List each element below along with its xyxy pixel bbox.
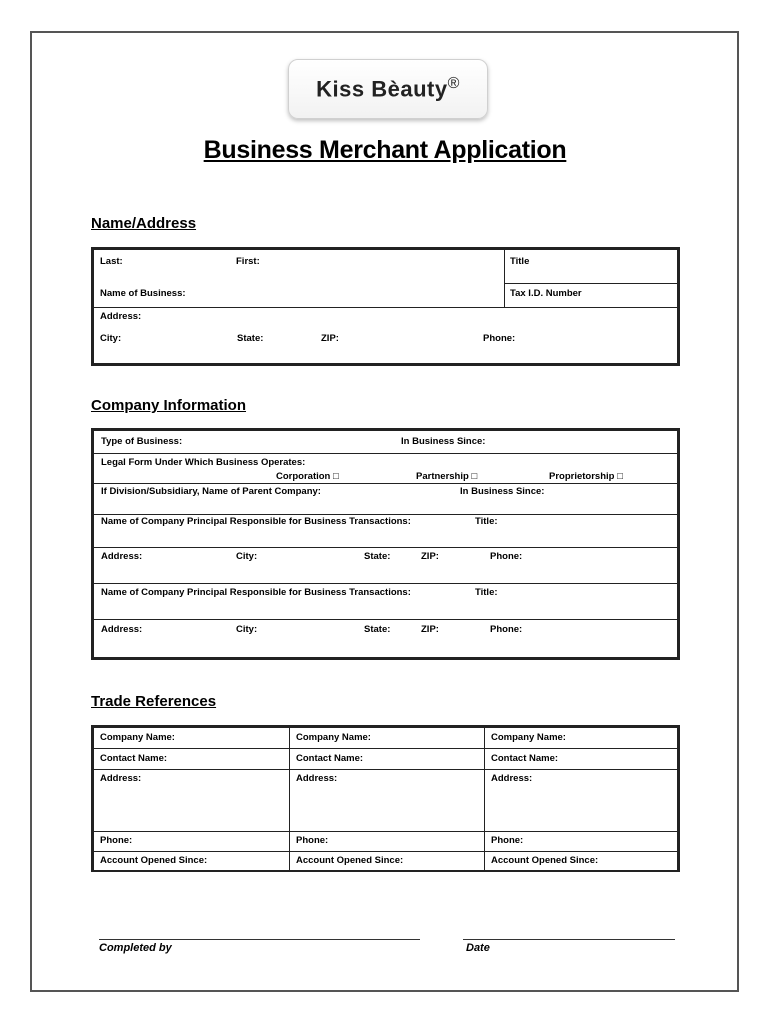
- ref-3-opened-field[interactable]: Account Opened Since:: [491, 855, 599, 866]
- ref-1-contact-field[interactable]: Contact Name:: [100, 753, 168, 764]
- in-business-since-field[interactable]: In Business Since:: [401, 436, 486, 447]
- trade-refs-heading: Trade References: [91, 693, 217, 710]
- ref-2-address-field[interactable]: Address:: [296, 773, 338, 784]
- ref-1-company-field[interactable]: Company Name:: [100, 732, 175, 743]
- title-field[interactable]: Title: [510, 256, 530, 267]
- ref-3-phone-field[interactable]: Phone:: [491, 835, 524, 846]
- corporation-checkbox[interactable]: Corporation □: [276, 471, 339, 482]
- type-of-business-field[interactable]: Type of Business:: [101, 436, 183, 447]
- ref-3-company-field[interactable]: Company Name:: [491, 732, 566, 743]
- principal-2-phone-field[interactable]: Phone:: [490, 624, 523, 635]
- name-address-heading: Name/Address: [91, 215, 197, 232]
- partnership-checkbox[interactable]: Partnership □: [416, 471, 478, 482]
- ref-1-phone-field[interactable]: Phone:: [100, 835, 133, 846]
- logo-text: Kiss Bèauty®: [316, 75, 460, 102]
- ref-3-contact-field[interactable]: Contact Name:: [491, 753, 559, 764]
- principal-2-city-field[interactable]: City:: [236, 624, 258, 635]
- ref-3-address-field[interactable]: Address:: [491, 773, 533, 784]
- ref-1-opened-field[interactable]: Account Opened Since:: [100, 855, 208, 866]
- city-field[interactable]: City:: [100, 333, 122, 344]
- principal-1-address-field[interactable]: Address:: [101, 551, 143, 562]
- page-title: Business Merchant Application: [203, 136, 567, 164]
- ref-1-address-field[interactable]: Address:: [100, 773, 142, 784]
- last-name-field[interactable]: Last:: [100, 256, 123, 267]
- legal-form-label: Legal Form Under Which Business Operates:: [101, 457, 306, 468]
- state-field[interactable]: State:: [237, 333, 264, 344]
- division-since-field[interactable]: In Business Since:: [460, 486, 545, 497]
- date-label: Date: [466, 942, 490, 954]
- business-name-field[interactable]: Name of Business:: [100, 288, 186, 299]
- principal-1-state-field[interactable]: State:: [364, 551, 391, 562]
- zip-field[interactable]: ZIP:: [321, 333, 339, 344]
- ref-2-company-field[interactable]: Company Name:: [296, 732, 371, 743]
- ref-2-phone-field[interactable]: Phone:: [296, 835, 329, 846]
- company-info-box: [91, 428, 680, 660]
- principal-1-phone-field[interactable]: Phone:: [490, 551, 523, 562]
- date-line[interactable]: [463, 939, 675, 940]
- principal-1-title-field[interactable]: Title:: [475, 516, 498, 527]
- company-info-heading: Company Information: [91, 397, 247, 414]
- principal-1-name-field[interactable]: Name of Company Principal Responsible for Business Transactions:: [101, 516, 411, 527]
- address-field[interactable]: Address:: [100, 311, 142, 322]
- proprietorship-checkbox[interactable]: Proprietorship □: [549, 471, 623, 482]
- name-address-box: [91, 247, 680, 366]
- first-name-field[interactable]: First:: [236, 256, 260, 267]
- principal-2-zip-field[interactable]: ZIP:: [421, 624, 439, 635]
- principal-1-zip-field[interactable]: ZIP:: [421, 551, 439, 562]
- tax-id-field[interactable]: Tax I.D. Number: [510, 288, 582, 299]
- principal-2-title-field[interactable]: Title:: [475, 587, 498, 598]
- phone-field[interactable]: Phone:: [483, 333, 516, 344]
- brand-logo: [288, 59, 488, 119]
- principal-2-state-field[interactable]: State:: [364, 624, 391, 635]
- principal-2-address-field[interactable]: Address:: [101, 624, 143, 635]
- ref-2-opened-field[interactable]: Account Opened Since:: [296, 855, 404, 866]
- parent-company-field[interactable]: If Division/Subsidiary, Name of Parent Company:: [101, 486, 321, 497]
- trade-refs-box: [91, 725, 680, 872]
- completed-by-label: Completed by: [99, 942, 172, 954]
- ref-2-contact-field[interactable]: Contact Name:: [296, 753, 364, 764]
- principal-1-city-field[interactable]: City:: [236, 551, 258, 562]
- completed-by-line[interactable]: [99, 939, 420, 940]
- principal-2-name-field[interactable]: Name of Company Principal Responsible for Business Transactions:: [101, 587, 411, 598]
